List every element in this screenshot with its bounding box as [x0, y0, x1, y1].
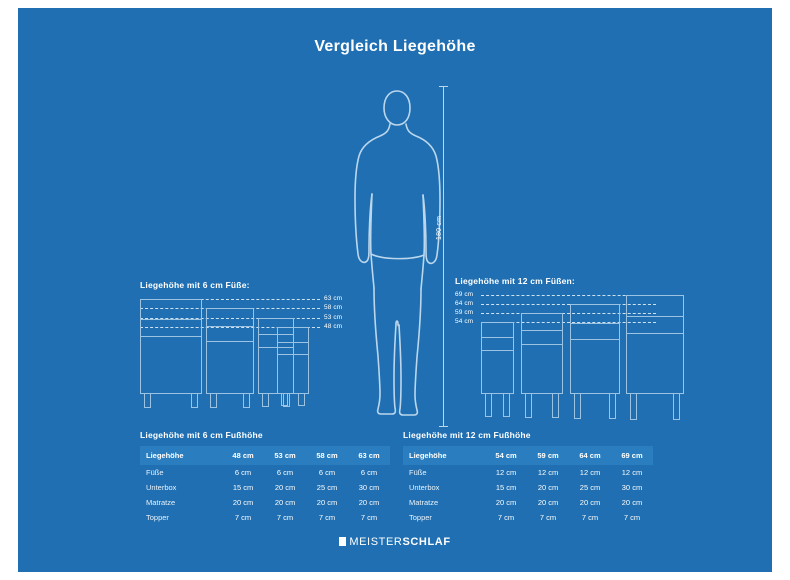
- table-right-grid: [403, 446, 653, 525]
- table-right-row2-col1: 20 cm: [537, 498, 559, 507]
- left-group-heading: Liegehöhe mit 6 cm Füße:: [140, 280, 250, 290]
- table-left-grid: [140, 446, 390, 525]
- table-left-row0-label: Füße: [146, 468, 164, 477]
- left-dash-label-48: 48 cm: [324, 323, 343, 330]
- table-row: [403, 480, 653, 495]
- brand-logo: [18, 536, 772, 548]
- table-left-title: Liegehöhe mit 6 cm Fußhöhe: [140, 430, 263, 440]
- table-left: [140, 430, 390, 525]
- table-left-row0-col0: 6 cm: [234, 468, 252, 477]
- table-right-row2-col2: 20 cm: [579, 498, 601, 507]
- table-row: [140, 510, 390, 525]
- table-right-row3-label: Topper: [409, 513, 432, 522]
- table-right: [403, 430, 653, 525]
- table-right-row0-label: Füße: [409, 468, 427, 477]
- table-left-row0-col1: 6 cm: [276, 468, 294, 477]
- height-measure-cap-top: [439, 86, 448, 87]
- bed-right-59cm: [521, 313, 563, 394]
- left-dash-label-58: 58 cm: [324, 304, 343, 311]
- table-left-header-row: [140, 446, 390, 465]
- table-left-row1-col0: 15 cm: [232, 483, 254, 492]
- logo-bar-icon: [339, 537, 346, 546]
- height-measure-line: [443, 86, 444, 426]
- table-left-row3-label: Topper: [146, 513, 169, 522]
- table-left-row2-label: Matratze: [146, 498, 176, 507]
- table-right-header-0: Liegehöhe: [403, 446, 485, 465]
- table-right-row1-col2: 25 cm: [579, 483, 601, 492]
- left-dash-label-63: 63 cm: [324, 295, 343, 302]
- bed-left-48cm: [277, 327, 309, 394]
- table-right-row3-col1: 7 cm: [539, 513, 557, 522]
- right-dash-label-59: 59 cm: [455, 309, 474, 316]
- table-left-row0-col3: 6 cm: [360, 468, 378, 477]
- infographic-canvas: [18, 8, 772, 572]
- table-row: [140, 495, 390, 510]
- table-right-row2-label: Matratze: [409, 498, 439, 507]
- table-left-header-3: 58 cm: [306, 446, 348, 465]
- bed-left-63cm: [140, 299, 202, 394]
- right-dash-label-69: 69 cm: [455, 291, 474, 298]
- table-right-header-4: 69 cm: [611, 446, 653, 465]
- bed-right-64cm: [570, 304, 620, 394]
- logo-text-bold: SCHLAF: [402, 536, 451, 548]
- table-right-row0-col0: 12 cm: [495, 468, 517, 477]
- table-left-header-2: 53 cm: [264, 446, 306, 465]
- table-right-row0-col3: 12 cm: [621, 468, 643, 477]
- bed-right-69cm: [626, 295, 684, 394]
- page-title: Vergleich Liegehöhe: [314, 38, 476, 55]
- table-row: [403, 510, 653, 525]
- table-left-row1-col2: 25 cm: [316, 483, 338, 492]
- table-left-row2-col2: 20 cm: [316, 498, 338, 507]
- table-row: [403, 495, 653, 510]
- table-right-row1-col1: 20 cm: [537, 483, 559, 492]
- table-right-header-1: 54 cm: [485, 446, 527, 465]
- table-right-row0-col1: 12 cm: [537, 468, 559, 477]
- table-row: [140, 465, 390, 480]
- table-left-row1-col3: 30 cm: [358, 483, 380, 492]
- table-left-row3-col3: 7 cm: [360, 513, 378, 522]
- table-left-row2-col0: 20 cm: [232, 498, 254, 507]
- bed-right-54cm: [481, 322, 514, 394]
- person-silhouette: [328, 78, 458, 428]
- table-right-row2-col0: 20 cm: [495, 498, 517, 507]
- right-dash-label-54: 54 cm: [455, 318, 474, 325]
- table-right-row1-col3: 30 cm: [621, 483, 643, 492]
- table-right-row3-col3: 7 cm: [623, 513, 641, 522]
- table-left-row1-col1: 20 cm: [274, 483, 296, 492]
- table-left-row3-col0: 7 cm: [234, 513, 252, 522]
- right-group-heading: Liegehöhe mit 12 cm Füßen:: [455, 276, 575, 286]
- table-left-header-1: 48 cm: [222, 446, 264, 465]
- logo-text-light: MEISTER: [349, 536, 403, 548]
- table-left-row0-col2: 6 cm: [318, 468, 336, 477]
- table-row: [403, 465, 653, 480]
- table-right-row0-col2: 12 cm: [579, 468, 601, 477]
- bed-left-58cm: [206, 308, 254, 394]
- height-label: 180 cm: [436, 215, 443, 240]
- table-left-header-4: 63 cm: [348, 446, 390, 465]
- table-right-title: Liegehöhe mit 12 cm Fußhöhe: [403, 430, 531, 440]
- table-right-row1-label: Unterbox: [409, 483, 440, 492]
- table-left-row3-col2: 7 cm: [318, 513, 336, 522]
- right-dash-label-64: 64 cm: [455, 300, 474, 307]
- table-right-row1-col0: 15 cm: [495, 483, 517, 492]
- table-right-header-row: [403, 446, 653, 465]
- table-left-row3-col1: 7 cm: [276, 513, 294, 522]
- table-left-row2-col3: 20 cm: [358, 498, 380, 507]
- table-left-row2-col1: 20 cm: [274, 498, 296, 507]
- table-row: [140, 480, 390, 495]
- table-right-row3-col2: 7 cm: [581, 513, 599, 522]
- table-right-row2-col3: 20 cm: [621, 498, 643, 507]
- table-left-row1-label: Unterbox: [146, 483, 177, 492]
- table-right-header-2: 59 cm: [527, 446, 569, 465]
- left-dash-label-53: 53 cm: [324, 314, 343, 321]
- height-measure-cap-bottom: [439, 426, 448, 427]
- table-left-header-0: Liegehöhe: [140, 446, 222, 465]
- table-right-header-3: 64 cm: [569, 446, 611, 465]
- table-right-row3-col0: 7 cm: [497, 513, 515, 522]
